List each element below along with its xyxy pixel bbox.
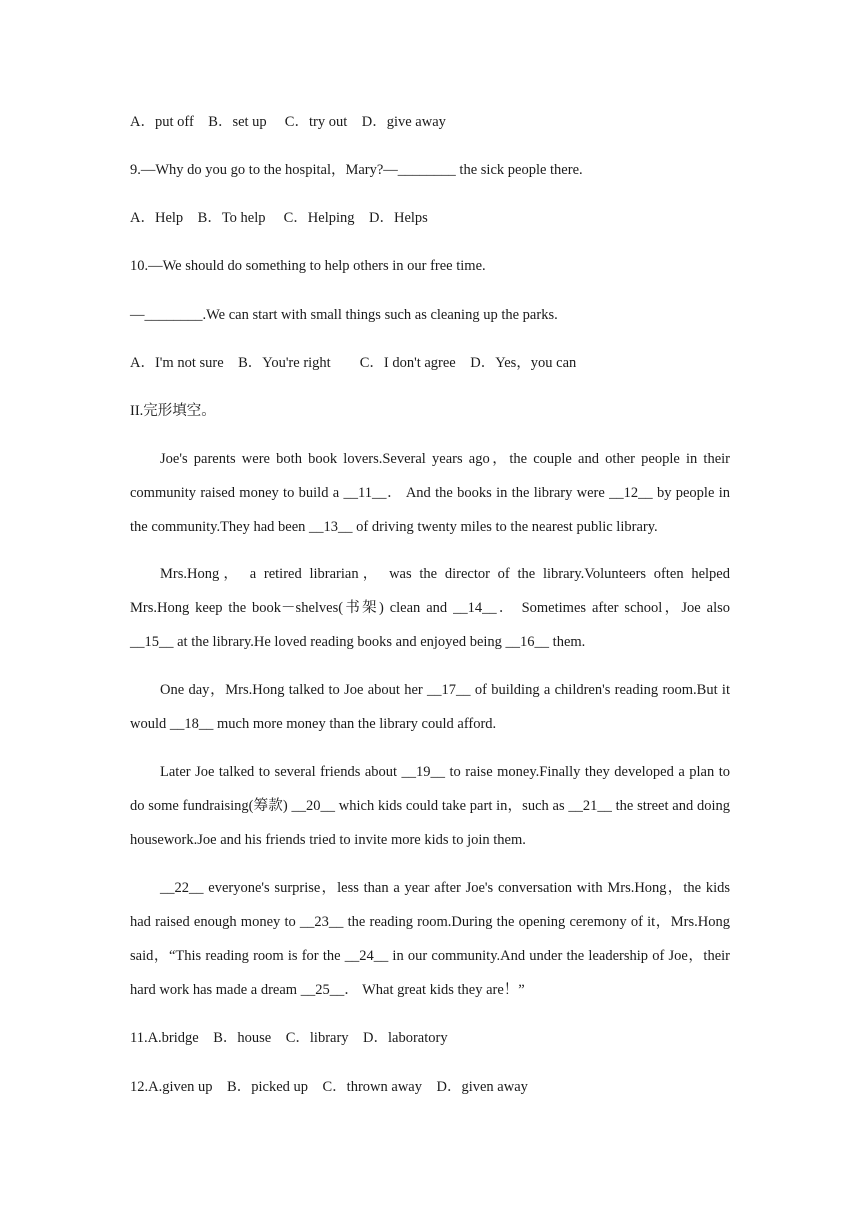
q10-options: A．I'm not sure B．You're right C．I don't agree D．Yes，you can (130, 355, 577, 371)
q8-options: A．put off B．set up C．try out D．give away (130, 114, 446, 130)
q9-options: A．Help B．To help C．Helping D．Helps (130, 210, 428, 226)
passage-paragraph-1: Joe's parents were both book lovers.Several years ago，the couple and other people in their community raised money to build a __11__． And the books in the library were __12__ by people in the community.They had been __13__ of driving twenty miles to the nearest public library. (130, 451, 730, 535)
passage-paragraph-2: Mrs.Hong， a retired librarian， was the director of the library.Volunteers often helped Mrs.Hong keep the book－shelves(书架) clean and __14__． Sometimes after school，Joe also __15__ at the library.He loved reading books and enjoyed being __16__ them. (130, 566, 730, 650)
passage-paragraph-5: __22__ everyone's surprise，less than a year after Joe's conversation with Mrs.Hong，the kids had raised enough money to __23__ the reading room.During the opening ceremony of it，Mrs.Hong said，“This reading room is for the __24__ in our community.And under the leadership of Joe，their hard work has made a dream __25__． What great kids they are！” (130, 880, 730, 998)
q9-stem: 9.—Why do you go to the hospital，Mary?—________ the sick people there. (130, 162, 583, 178)
q10-reply: —________.We can start with small things such as cleaning up the parks. (130, 307, 558, 323)
q10-stem: 10.—We should do something to help others in our free time. (130, 258, 486, 274)
section-heading: II.完形填空。 (130, 403, 216, 419)
passage-paragraph-3: One day，Mrs.Hong talked to Joe about her __17__ of building a children's reading room.But it would __18__ much more money than the library could afford. (130, 682, 730, 732)
q12-options: 12.A.given up B．picked up C．thrown away D．given away (130, 1079, 528, 1095)
passage-paragraph-4: Later Joe talked to several friends about __19__ to raise money.Finally they developed a plan to do some fundraising(筹款) __20__ which kids could take part in，such as __21__ the street and doing housework.Joe and his friends tried to invite more kids to join them. (130, 764, 730, 848)
q11-options: 11.A.bridge B．house C．library D．laboratory (130, 1030, 448, 1046)
